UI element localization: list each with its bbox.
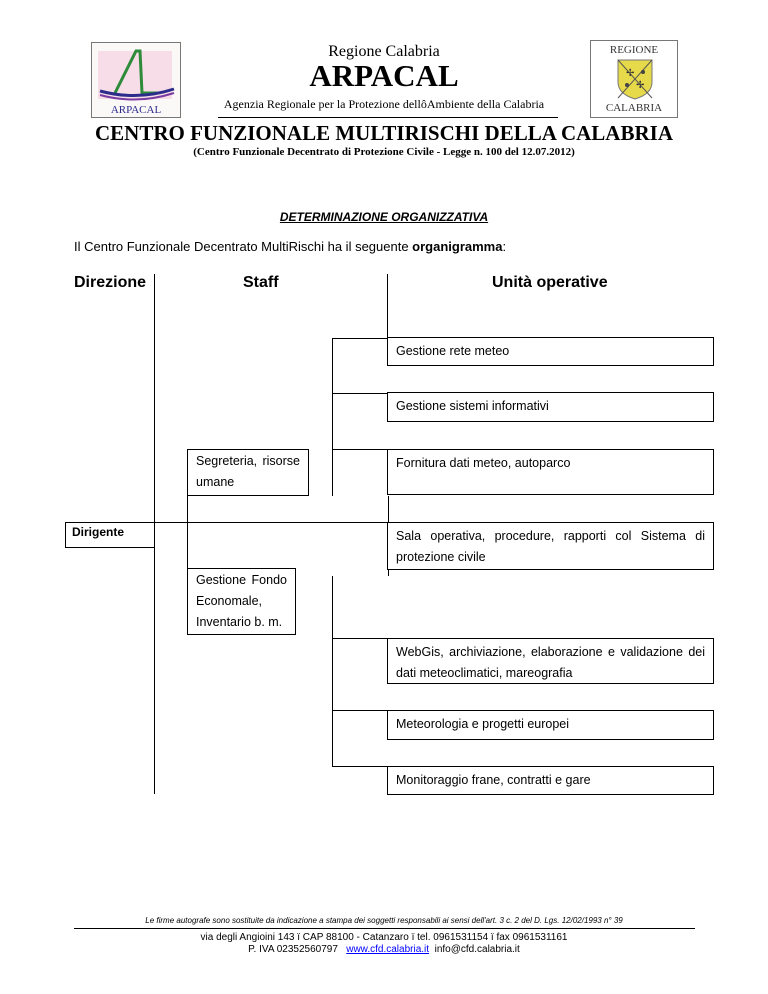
connector-line: [332, 710, 388, 711]
footer-address: via degli Angioini 143 ï CAP 88100 - Catanzaro ï tel. 0961531154 ï fax 0961531161: [200, 932, 568, 943]
connector-line: [332, 449, 388, 450]
right-logo-top: REGIONE: [609, 44, 659, 56]
connector-line: [332, 393, 388, 394]
unit-box-meteorologia: Meteorologia e progetti europei: [387, 710, 714, 740]
footer-piva: P. IVA 02352560797: [248, 944, 338, 955]
unit-box-sistemi-informativi: Gestione sistemi informativi: [387, 392, 714, 422]
intro-bold: organigramma: [412, 239, 503, 254]
column-header-unita: Unità operative: [492, 274, 608, 291]
staff-box-segreteria: Segreteria, risorse umane: [187, 449, 309, 496]
agency-name: ARPACAL: [309, 58, 459, 93]
intro-suffix: :: [502, 239, 507, 254]
unit-box-sala-operativa: Sala operativa, procedure, rapporti col Sistema di protezione civile: [387, 522, 714, 570]
staff-container: [187, 496, 389, 576]
right-logo: [590, 40, 678, 118]
svg-text:✢: ✢: [626, 68, 635, 79]
region-name: Regione Calabria: [328, 43, 440, 60]
dirigente-box: [65, 522, 155, 548]
intro-prefix: Il Centro Funzionale Decentrato MultiRischi ha il seguente: [74, 239, 413, 254]
center-title: CENTRO FUNZIONALE MULTIRISCHI DELLA CALABRIA: [94, 121, 673, 145]
connector-line: [332, 638, 388, 639]
intro-paragraph: [74, 239, 506, 254]
footer-website-link[interactable]: www.cfd.calabria.it: [346, 944, 430, 955]
agency-full-name: Agenzia Regionale per la Protezione dellôAmbiente della Calabria: [223, 97, 545, 111]
footer-contacts: [0, 944, 768, 955]
left-logo-text: ARPACAL: [110, 104, 162, 116]
center-subtitle: (Centro Funzionale Decentrato di Protezione Civile - Legge n. 100 del 12.07.2012): [193, 146, 575, 158]
column-header-staff: Staff: [243, 274, 279, 291]
unit-box-webgis: WebGis, archiviazione, elaborazione e validazione dei dati meteoclimatici, mareografia: [387, 638, 714, 684]
staff-box-fondo-economale: Gestione Fondo Economale, Inventario b. m.: [187, 568, 296, 635]
document-heading: DETERMINAZIONE ORGANIZZATIVA: [279, 210, 489, 224]
column-header-direzione: Direzione: [74, 274, 147, 291]
footer-rule: [74, 928, 695, 929]
header-rule: [218, 117, 558, 118]
footer-email: info@cfd.calabria.it: [434, 944, 520, 955]
unit-box-rete-meteo: Gestione rete meteo: [387, 337, 714, 366]
dirigente-label: Dirigente: [72, 525, 125, 539]
svg-text:✢: ✢: [636, 80, 645, 91]
right-logo-bottom: CALABRIA: [605, 102, 663, 114]
unit-box-monitoraggio-frane: Monitoraggio frane, contratti e gare: [387, 766, 714, 795]
calabria-coat-of-arms-icon: [616, 58, 654, 100]
unit-box-fornitura-dati: Fornitura dati meteo, autoparco: [387, 449, 714, 495]
footer-legal-note: Le firme autografe sono sostituite da indicazione a stampa dei soggetti responsabili ai sensi dell'art. 3 c. 2 del D. Lgs. 12/02/1993 n° 39: [145, 916, 623, 925]
